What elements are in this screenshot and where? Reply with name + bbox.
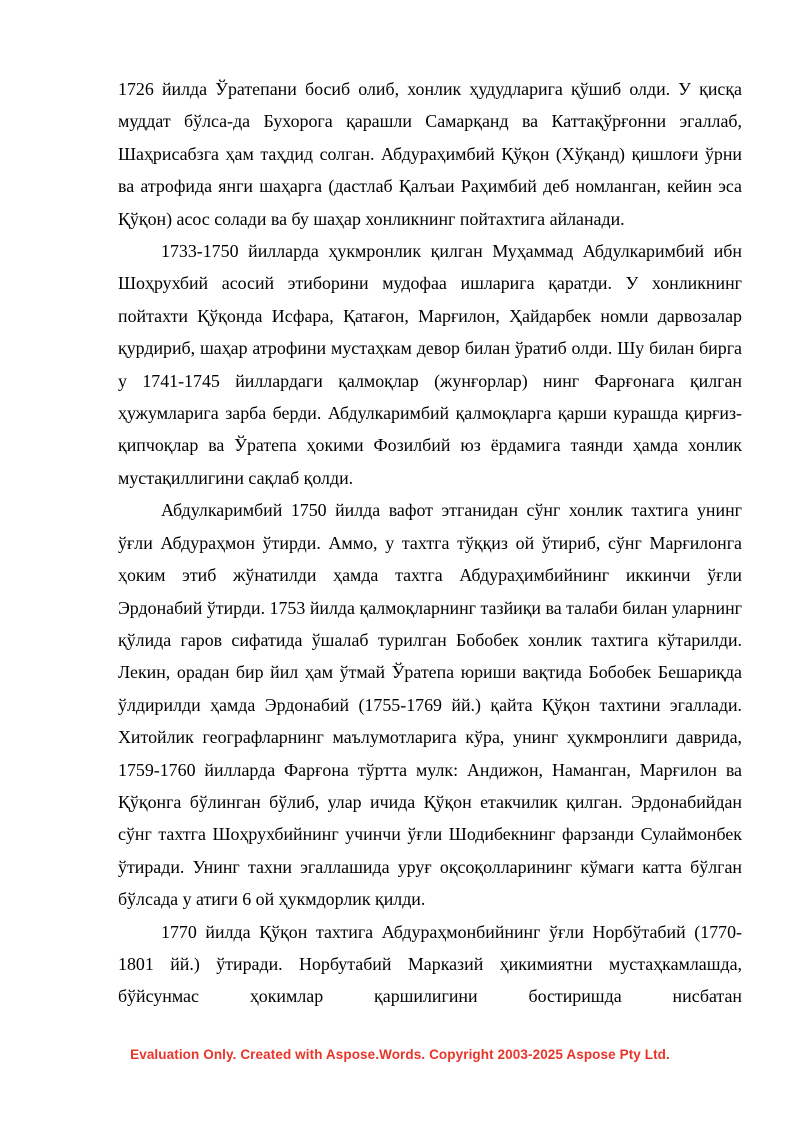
document-page [118, 73, 742, 1013]
paragraph-3: Абдулкаримбий 1750 йилда вафот этганидан сўнг хонлик тахтига унинг ўғли Абдураҳмон ўтирди. Аммо, у тахтга тўққиз ой ўтириб, сўнг Марғилонга ҳоким этиб жўнатилди ҳамда тахтга Абдураҳимбийнинг иккинчи ўғли Эрдонабий ўтирди. 1753 йилда қалмоқларнинг тазйиқи ва талаби билан уларнинг қўлида гаров сифатида ўшалаб турилган Бобобек хонлик тахтига кўтарилди. Лекин, орадан бир йил ҳам ўтмай Ўратепа юриши вақтида Бобобек Бешариқда ўлдирилди ҳамда Эрдонабий (1755-1769 йй.) қайта Қўқон тахтини эгаллади. Хитойлик географларнинг маълумотларига кўра, унинг ҳукмронлиги даврида, 1759-1760 йилларда Фарғона тўртта мулк: Андижон, Наманган, Марғилон ва Қўқонга бўлинган бўлиб, улар ичида Қўқон етакчилик қилган. Эрдонабийдан сўнг тахтга Шоҳрухбийнинг учинчи ўғли Шодибекнинг фарзанди Сулаймонбек ўтиради. Унинг тахни эгаллашида уруғ оқсоқолларининг кўмаги катта бўлган бўлсада у атиги 6 ой ҳукмдорлик қилди. [118, 500, 742, 910]
paragraph-4: 1770 йилда Қўқон тахтига Абдураҳмонбийнинг ўғли Норбўтабий (1770-1801 йй.) ўтиради. Норбутабий Марказий ҳикимиятни мустаҳкамлашда, бўйсунмас ҳокимлар қаршилигини бостиришда нисбатан [118, 921, 742, 1007]
evaluation-watermark: Evaluation Only. Created with Aspose.Words. Copyright 2003-2025 Aspose Pty Ltd. [130, 1047, 670, 1062]
paragraph-2: 1733-1750 йилларда ҳукмронлик қилган Муҳаммад Абдулкаримбий ибн Шоҳрухбий асосий этиборини мудофаа ишларига қаратди. У хонликнинг пойтахти Қўқонда Исфара, Қатағон, Марғилон, Ҳайдарбек номли дарвозалар қурдириб, шаҳар атрофини мустаҳкам девор билан ўратиб олди. Шу билан бирга у 1741-1745 йиллардаги қалмоқлар (жунғорлар) нинг Фарғонага қилган ҳужумларига зарба берди. Абдулкаримбий қалмоқларга қарши курашда қирғиз-қипчоқлар ва Ўратепа ҳокими Фозилбий юз ёрдамига таянди ҳамда хонлик мустақиллигини сақлаб қолди. [118, 241, 742, 488]
paragraph-1: 1726 йилда Ўратепани босиб олиб, хонлик ҳудудларига қўшиб олди. У қисқа муддат бўлса-да Бухорога қарашли Самарқанд ва Каттақўрғонни эгаллаб, Шаҳрисабзга ҳам таҳдид солган. Абдураҳимбий Қўқон (Хўқанд) қишлоғи ўрни ва атрофида янги шаҳарга (дастлаб Қалъаи Раҳимбий деб номланган, кейин эса Қўқон) асос солади ва бу шаҳар хонликнинг пойтахтига айланади. [118, 79, 742, 229]
